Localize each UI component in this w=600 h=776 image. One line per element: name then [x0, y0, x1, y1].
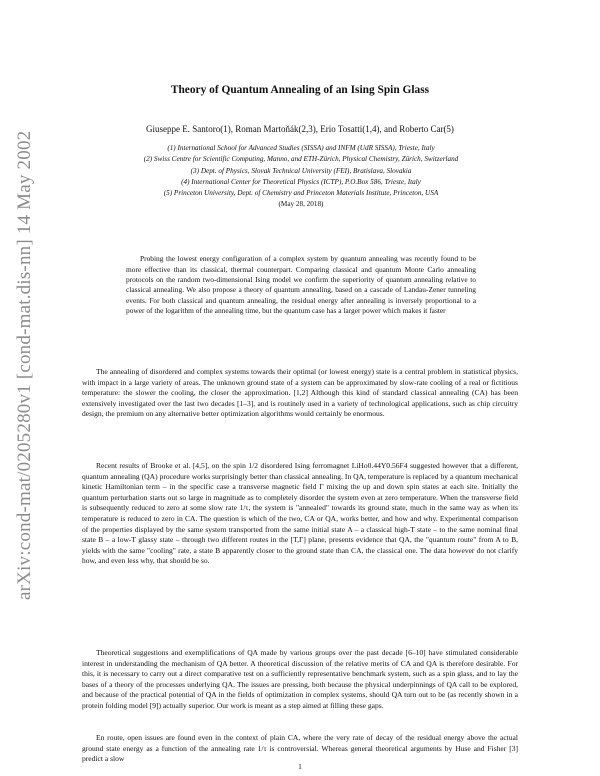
affiliations-block [60, 143, 542, 211]
author-list: Giuseppe E. Santoro(1), Roman Martoňák(2,3), Erio Tosatti(1,4), and Roberto Car(5) [146, 124, 454, 134]
affiliation-5: (5) Princeton University, Dept. of Chemistry and Princeton Materials Institute, Princeton, USA [163, 189, 439, 198]
affiliation-4: (4) International Center for Theoretical Physics (ICTP), P.O.Box 586, Trieste, Italy [181, 177, 421, 186]
page-number: 1 [298, 762, 302, 771]
affiliation-2: (2) Swiss Centre for Scientific Computing, Manno, and ETH-Zürich, Physical Chemistry, Zürich, Switzerland [143, 155, 459, 164]
body-paragraph-2: Recent results of Brooke et al. [4,5], on the spin 1/2 disordered Ising ferromagnet LiHo0.44Y0.56F4 suggested however that a different, quantum annealing (QA) procedure works surprisingly better than classical annealing. In QA, temperature is replaced by a quantum mechanical kinetic Hamiltonian term – in the specific case a transverse magnetic field Γ mixing the up and down spin states at each site. Initially the quantum perturbation starts out so large in magnitude as to completely disorder the system even at zero temperature. When the transverse field is subsequently reduced to zero at some slow rate 1/τ, the system is "annealed" towards its ground state, much in the same way as when its temperature is reduced to zero in CA. The question is which of the two, CA or QA, works better, and how and why. Experimental comparison of the properties displayed by the same system transported from the same initial state A – a classical high-T state – to the same nominal final state B – a low-T glassy state – through two different routes in the [T,Γ] plane, presents evidence that QA, the "quantum route" from A to B, yields with the same "cooling" rate, a state B apparently closer to the ground state than CA, the classical one. The data however do not clarify how, and even less why, that should be so. [82, 461, 518, 566]
preprint-date: (May 28, 2018) [278, 200, 324, 209]
paper-title: Theory of Quantum Annealing of an Ising Spin Glass [170, 84, 430, 96]
affiliation-3: (3) Dept. of Physics, Slovak Technical University (FEI), Bratislava, Slovakia [190, 166, 412, 175]
body-paragraph-1: The annealing of disordered and complex systems towards their optimal (or lowest energy) state is a central problem in statistical physics, with impact in a large variety of areas. The unknown ground state of a system can be approximated by slow-rate cooling of a real or fictitious temperature: the slower the cooling, the closer the approximation. [1,2] Although this kind of standard classical annealing (CA) has been extensively investigated over the last two decades [1–3], and is routinely used in a variety of technological applications, such as chip circuitry design, the premium on any alternative better optimization algorithms would certainly be enormous. [82, 367, 518, 419]
arxiv-identifier-stamp: arXiv:cond-mat/0205280v1 [cond-mat.dis-nn] 14 May 2002 [14, 130, 35, 600]
affiliation-1: (1) International School for Advanced Studies (SISSA) and INFM (UdR SISSA), Trieste, Italy [167, 144, 435, 152]
body-paragraph-4: En route, open issues are found even in the context of plain CA, where the very rate of decay of the residual energy above the actual ground state energy as a function of the annealing rate 1/τ is controversial. Whereas general theoretical arguments by Huse and Fisher [3] predict a slow [82, 733, 518, 764]
body-paragraph-3: Theoretical suggestions and exemplifications of QA made by various groups over the past decade [6–10] have stimulated considerable interest in understanding the mechanism of QA better. A theoretical discussion of the relative merits of CA and QA is therefore desirable. For this, it is necessary to carry out a direct comparative test on a sufficiently representative benchmark system, such as a spin glass, and to lay the bases of a theory of the processes underlying QA. The issues are pressing, both because the physical underpinnings of QA call to be explored, and because of the practical potential of QA in the fields of optimization in complex systems, should QA turn out to be (as recently shown in a protein folding model [9]) actually superior. Our work is meant as a step aimed at filling these gaps. [82, 648, 518, 710]
abstract: Probing the lowest energy configuration of a complex system by quantum annealing was recently found to be more effective than its classical, thermal counterpart. Comparing classical and quantum Monte Carlo annealing protocols on the random two-dimensional Ising model we confirm the superiority of quantum annealing relative to classical annealing. We also propose a theory of quantum annealing, based on a cascade of Landau-Zener tunneling events. For both classical and quantum annealing, the residual energy after annealing is inversely proportional to a power of the logarithm of the annealing time, but the quantum case has a larger power which makes it faster [126, 254, 476, 315]
